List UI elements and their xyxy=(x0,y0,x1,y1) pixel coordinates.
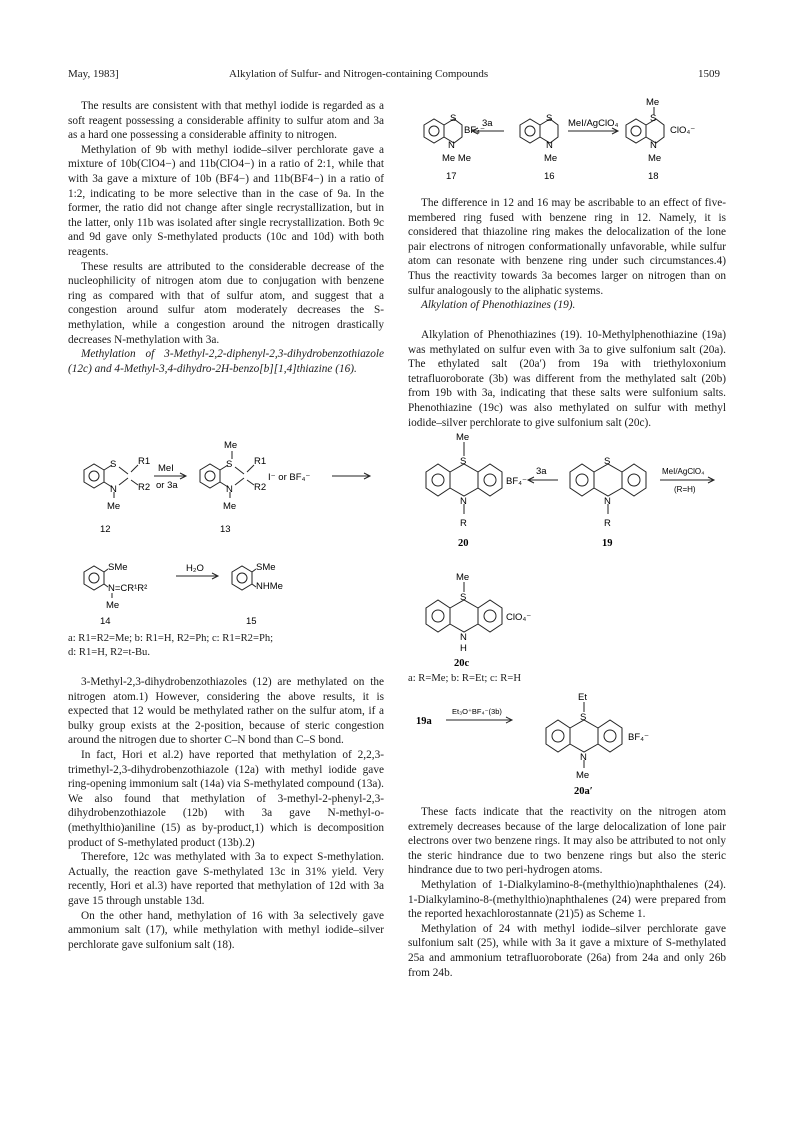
scheme-17-16-18 xyxy=(408,95,726,185)
right-column-bottom xyxy=(408,805,726,980)
substituent-label: R2 xyxy=(138,482,151,493)
section-heading: Methylation of 3-Methyl-2,2-diphenyl-2,3-dihydrobenzothiazole (12c) and 4-Methyl-3,4-dihydro-2H-benzo[b][1,4]thiazine (16). xyxy=(68,348,384,375)
legend: d: R1=H, R2=t-Bu. xyxy=(68,646,150,658)
atom-label: S xyxy=(546,113,553,124)
reagent-label: Et₃O⁺BF₄⁻(3b) xyxy=(452,707,502,716)
paragraph: Methylation of 24 with methyl iodide–silver perchlorate gave sulfonium salt (25), while with 3a it gave a mixture of S-methylated 25a and ammonium tetrafluoroborate (26a) from 24a and only 26b from 24b. xyxy=(408,922,726,979)
paragraph: The results are consistent with that methyl iodide is regarded as a soft reagent possessing a considerable affinity to sulfur atom and 3a as a hard one possessing a considerable affinity to nitrogen. xyxy=(68,100,384,142)
scheme-20c xyxy=(408,570,726,670)
atom-label: N xyxy=(110,484,117,495)
scheme-14-15 xyxy=(70,558,386,628)
atom-label: N xyxy=(460,496,467,507)
anion-label: ClO₄⁻ xyxy=(506,612,532,623)
atom-label: S xyxy=(460,592,467,603)
atom-label: N xyxy=(650,140,657,151)
compound-number: 19 xyxy=(602,538,613,549)
paragraph: On the other hand, methylation of 16 with 3a selectively gave ammonium salt (17), while methylation with methyl iodide–silver perchlorate gave sulfonium salt (18). xyxy=(68,909,384,951)
compound-number: 20 xyxy=(458,538,469,549)
reagent-label: MeI xyxy=(158,463,174,474)
atom-label: SMe xyxy=(256,562,276,573)
substituent-label: R1 xyxy=(138,456,151,467)
paragraph: Alkylation of Phenothiazines (19). 10-Methylphenothiazine (19a) was methylated on sulfur even with 3a to give sulfonium salt (20a). The ethylated salt (20a′) from 19a with triethyloxonium tetrafluoroborate (3b) was different from the methylated salt (20b) from 19b with 3a, indicating that these salts were sulfonium salts. Phenothiazine (19c) was also methylated on sulfur with methyl iodide–silver perchlorate to give sulfonium salt (20c). xyxy=(408,329,726,429)
atom-label: N xyxy=(546,140,553,151)
atom-label: N xyxy=(226,484,233,495)
legend: a: R1=R2=Me; b: R1=H, R2=Ph; c: R1=R2=Ph; xyxy=(68,633,274,644)
atom-label: N xyxy=(604,496,611,507)
atom-label: S xyxy=(226,459,233,470)
reagent-label: MeI/AgClO₄ xyxy=(662,467,705,476)
reagent-label: or 3a xyxy=(156,480,178,491)
compound-number: 16 xyxy=(544,171,555,182)
compound-number: 14 xyxy=(100,616,111,627)
reagent-label: 3a xyxy=(536,466,547,477)
legend-phenothiazine: a: R=Me; b: R=Et; c: R=H xyxy=(408,673,521,684)
reagent-label: 3a xyxy=(482,118,493,129)
atom-label: Me xyxy=(648,153,662,164)
scheme-20-19 xyxy=(408,430,726,570)
compound-number: 17 xyxy=(446,171,457,182)
anion-label: BF₄⁻ xyxy=(506,476,528,487)
compound-number: 15 xyxy=(246,616,257,627)
atom-label: SMe xyxy=(108,562,128,573)
compound-number: 18 xyxy=(648,171,659,182)
atom-label: Me xyxy=(544,153,558,164)
paragraph xyxy=(408,298,726,313)
reagent-label: H₂O xyxy=(186,563,204,574)
atom-label: N=CR¹R² xyxy=(108,583,148,594)
running-title: Alkylation of Sulfur- and Nitrogen-containing Compounds xyxy=(229,68,489,80)
atom-label: R xyxy=(604,518,611,529)
paragraph: These results are attributed to the considerable decrease of the nucleophilicity of nitrogen atom due to conjugation with benzene ring as compared with that of sulfur atom, and suggest that a congestion around sulfur atom moderately decreases the S-methylation, while a congestion around the nitrogen drastically decreases N-methylation with 3a. xyxy=(68,260,384,346)
paragraph: Therefore, 12c was methylated with 3a to expect S-methylation. Actually, the reaction gave S-methylated 13c in 31% yield. Very recently, Hori et al.3) have reported that methylation of 12d with 3a gave 15 through unstable 13d. xyxy=(68,851,384,907)
atom-label: S xyxy=(580,712,587,723)
reagent-label: MeI/AgClO₄ xyxy=(568,118,619,129)
atom-label: Me xyxy=(107,501,121,512)
compound-number: 20a′ xyxy=(574,786,593,797)
atom-label: N xyxy=(580,752,587,763)
atom-label: Me xyxy=(646,97,660,108)
atom-label: N xyxy=(460,632,467,643)
atom-label: Et xyxy=(578,692,587,703)
header-date: May, 1983] xyxy=(68,68,119,80)
atom-label: S xyxy=(450,113,457,124)
atom-label: S xyxy=(650,113,657,124)
paragraph: Methylation of 1-Dialkylamino-8-(methylthio)naphthalenes (24). 1-Dialkylamino-8-(methylthio)naphthalenes (24) were prepared from the reported hexachlorostannate (21)5) as Scheme 1. xyxy=(408,878,726,921)
anion-label: ClO₄⁻ xyxy=(670,125,696,136)
left-column-top xyxy=(68,99,384,376)
anion-label: BF₄⁻ xyxy=(628,732,650,743)
right-column-phenothiazine xyxy=(408,328,726,430)
paragraph: 3-Methyl-2,3-dihydrobenzothiazoles (12) are methylated on the nitrogen atom.1) However, considering the above results, it is expected that 12 would be methylated rather on the sulfur atom, if a bulky group exists at the 2-position, because of steric congestion around the nitrogen due to shorter C–N bond than C–S bond. xyxy=(68,676,384,747)
substituent-label: R2 xyxy=(254,482,267,493)
paragraph: Methylation of 9b with methyl iodide–silver perchlorate gave a mixture of 10b(ClO4−) and 11b(ClO4−) in a ratio of 2:1, while that with 3a gave a mixture of 10b (BF4−) and 11b(BF4−) in a ratio of 1:2, indicating to be more selective than in the case of 9a. In the former, the ratio did not change after single recrystallization, but in the latter, only 11b was isolated after single recrystallization. Both 9c and 9d gave only S-methylated products (10c and 10d) with both reagents. xyxy=(68,143,384,258)
compound-number: 12 xyxy=(100,524,111,535)
right-column-top xyxy=(408,196,726,313)
compound-number: 19a xyxy=(416,716,432,727)
paragraph: These facts indicate that the reactivity on the nitrogen atom extremely decreases because of the large delocalization of lone pair electrons over two benzene rings. It may also be attributed to not only the steric hindrance due to two benzene rings but also the steric hindrance due to two peri-hydrogen atoms. xyxy=(408,806,726,877)
reagent-label: (R=H) xyxy=(674,485,696,494)
compound-number: 13 xyxy=(220,524,231,535)
atom-label: Me xyxy=(223,501,237,512)
left-column-bottom xyxy=(68,632,384,952)
anion-label: I⁻ or BF₄⁻ xyxy=(268,472,311,483)
atom-label: NHMe xyxy=(256,581,283,592)
atom-label: Me xyxy=(456,432,470,443)
atom-label: Me xyxy=(576,770,590,781)
section-heading: Alkylation of Phenothiazines (19). xyxy=(421,299,576,312)
atom-label: S xyxy=(460,456,467,467)
anion-label: BF₄⁻ xyxy=(464,125,486,136)
atom-label: Me Me xyxy=(442,153,472,164)
atom-label: H xyxy=(460,643,467,654)
atom-label: N xyxy=(448,140,455,151)
paragraph: In fact, Hori et al.2) have reported that methylation of 2,2,3-trimethyl-2,3-dihydrobenzothiazole (12a) with methyl iodide gave ring-opening immonium salt (14a) via S-methylated compound (13a). We also found that methylation of 3-methyl-2-phenyl-2,3-dihydrobenzothiazole (12b) with 3a gave N-methyl-o-(methylthio)aniline (15) as by-product,1) which is decomposition product of S-methylated product (13b).2) xyxy=(68,748,384,849)
scheme-19a-20a-prime xyxy=(408,690,726,800)
atom-label: Me xyxy=(224,440,238,451)
page-number: 1509 xyxy=(698,68,720,80)
atom-label: Me xyxy=(456,572,470,583)
scheme-12-13 xyxy=(70,438,386,558)
substituent-label: R1 xyxy=(254,456,267,467)
atom-label: S xyxy=(110,459,117,470)
atom-label: S xyxy=(604,456,611,467)
paragraph: The difference in 12 and 16 may be ascribable to an effect of five-membered ring fused with benzene ring in 12. Namely, it is considered that thiazoline ring makes the delocalization of the lone pair electrons of nitrogen conformationally unfavorable, while sulfur atom can resonate with benzene ring under such circumstances.4) Thus the reactivity towards 3a becomes larger on nitrogen than on sulfur analogously to the aliphatic systems. xyxy=(408,197,726,297)
atom-label: Me xyxy=(106,600,120,611)
atom-label: R xyxy=(460,518,467,529)
compound-number: 20c xyxy=(454,658,470,669)
